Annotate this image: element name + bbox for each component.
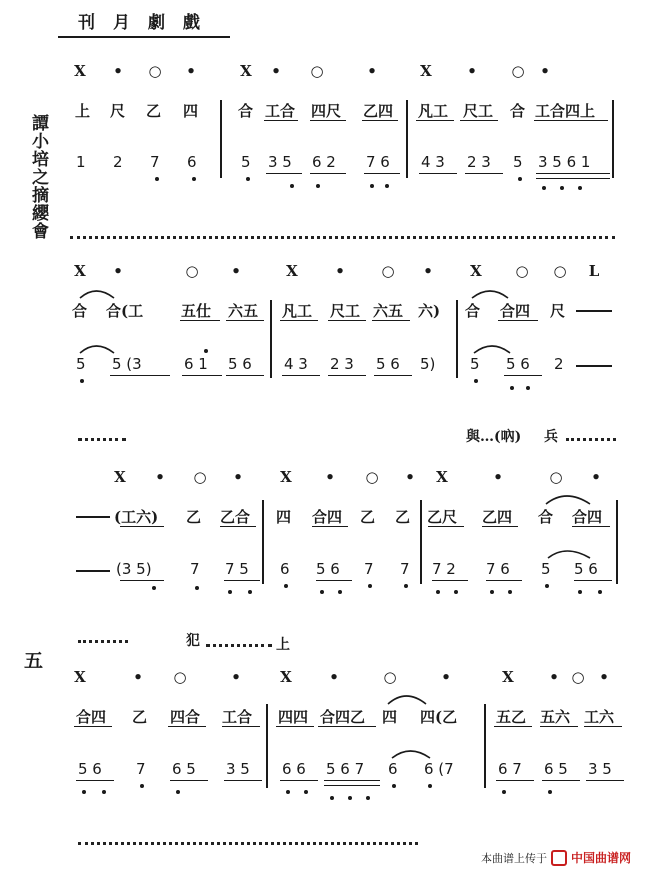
jianpu-note: 2 — [113, 153, 123, 171]
gongche-note: 六五 — [228, 302, 259, 320]
slur-arc — [80, 291, 114, 298]
beat-mark: • — [271, 62, 281, 80]
jianpu-note: (3 5) — [116, 560, 152, 578]
gongche-note: 四合 — [170, 708, 201, 726]
gongche-note: 凡工 — [418, 102, 449, 120]
beat-mark: ○ — [193, 468, 207, 486]
jianpu-note: 7 — [400, 560, 410, 578]
gongche-note: 合 — [465, 302, 481, 320]
beat-mark: X — [286, 262, 298, 280]
jianpu-note: 5 — [541, 560, 551, 578]
jianpu-note: 2 3 — [467, 153, 491, 171]
lyric-annotation: 兵 — [544, 429, 558, 445]
slur-arc — [392, 751, 430, 758]
side-label: 譚小培之摘纓會 — [28, 114, 48, 240]
beat-mark: • — [367, 62, 377, 80]
site-logo-icon — [551, 850, 567, 866]
jianpu-note: 6 5 — [544, 760, 568, 778]
gongche-note: 乙尺 — [427, 508, 458, 526]
jianpu-note: 7 — [136, 760, 146, 778]
beat-mark: X — [280, 468, 292, 486]
beat-mark: • — [423, 262, 433, 280]
jianpu-note: 3 5 — [588, 760, 612, 778]
gongche-note: 乙 — [395, 508, 411, 526]
gongche-note: 合 — [72, 302, 88, 320]
lyric-annotation: 上 — [276, 637, 290, 653]
jianpu-note: 5 — [76, 355, 86, 373]
beat-mark: • — [493, 468, 503, 486]
jianpu-note: 5 (3 — [112, 355, 142, 373]
beat-mark: • — [133, 668, 143, 686]
jianpu-note: 5 6 — [376, 355, 400, 373]
jianpu-note: 1 — [76, 153, 86, 171]
beat-mark: ○ — [310, 62, 324, 80]
gongche-note: 五仕 — [181, 302, 212, 320]
beat-mark: • — [329, 668, 339, 686]
jianpu-note: 5 6 — [506, 355, 530, 373]
beat-mark: X — [74, 62, 86, 80]
beat-mark: • — [335, 262, 345, 280]
beat-mark: ○ — [365, 468, 379, 486]
beat-mark: • — [549, 668, 559, 686]
gongche-note: 工合 — [222, 708, 253, 726]
jianpu-note: 5 6 7 — [326, 760, 365, 778]
slur-arc — [474, 346, 510, 353]
jianpu-note: 7 — [364, 560, 374, 578]
jianpu-note: 6 2 — [312, 153, 336, 171]
beat-mark: ○ — [553, 262, 567, 280]
jianpu-note: 7 2 — [432, 560, 456, 578]
gongche-note: 乙 — [186, 508, 202, 526]
slur-arc — [472, 291, 508, 298]
beat-mark: • — [155, 468, 165, 486]
jianpu-note: 2 3 — [330, 355, 354, 373]
gongche-note: 四 — [183, 102, 199, 120]
beat-mark: X — [502, 668, 514, 686]
gongche-note: 合 — [238, 102, 254, 120]
beat-mark: ○ — [148, 62, 162, 80]
gongche-note: 乙 — [132, 708, 148, 726]
gongche-note: 工合 — [265, 102, 296, 120]
jianpu-note: 5 — [241, 153, 251, 171]
jianpu-note: 7 6 — [366, 153, 390, 171]
jianpu-note: 6 5 — [172, 760, 196, 778]
beat-mark: L — [588, 262, 600, 280]
gongche-note: 尺 — [550, 302, 566, 320]
jianpu-note: 6 (7 — [424, 760, 454, 778]
beat-mark: • — [405, 468, 415, 486]
beat-mark: • — [113, 62, 123, 80]
footer-text: 本曲谱上传于 — [480, 851, 547, 865]
gongche-note: 六) — [418, 302, 441, 320]
gongche-note: 四尺 — [311, 102, 342, 120]
beat-mark: • — [233, 468, 243, 486]
gongche-note: 五六 — [540, 708, 571, 726]
jianpu-note: 5 6 — [316, 560, 340, 578]
gongche-note: 合四 — [76, 708, 107, 726]
jianpu-note: 6 7 — [498, 760, 522, 778]
gongche-note: 乙四 — [482, 508, 513, 526]
page-number: 五 — [24, 650, 44, 672]
gongche-note: 乙合 — [220, 508, 251, 526]
lyric-annotation: 犯 — [186, 633, 200, 649]
jianpu-note: 5 — [513, 153, 523, 171]
slur-arc — [80, 346, 114, 353]
gongche-note: 合 — [510, 102, 526, 120]
gongche-note: 合四乙 — [320, 708, 366, 726]
beat-mark: ○ — [185, 262, 199, 280]
jianpu-note: 5 6 — [228, 355, 252, 373]
jianpu-note: 5 — [470, 355, 480, 373]
jianpu-note: 5) — [420, 355, 436, 373]
gongche-note: 尺 — [110, 102, 126, 120]
gongche-note: 合四 — [312, 508, 343, 526]
jianpu-note: 7 5 — [225, 560, 249, 578]
jianpu-note: 6 1 — [184, 355, 208, 373]
page-header-title: 刊月劇戲 — [78, 13, 218, 33]
beat-mark: • — [591, 468, 601, 486]
beat-mark: X — [114, 468, 126, 486]
beat-mark: • — [441, 668, 451, 686]
beat-mark: • — [325, 468, 335, 486]
beat-mark: X — [74, 262, 86, 280]
beat-mark: • — [231, 668, 241, 686]
gongche-note: 乙 — [360, 508, 376, 526]
jianpu-note: 7 — [190, 560, 200, 578]
jianpu-note: 4 3 — [421, 153, 445, 171]
slur-arc — [548, 551, 590, 558]
beat-mark: ○ — [173, 668, 187, 686]
gongche-note: 合四 — [500, 302, 531, 320]
jianpu-note: 7 — [150, 153, 160, 171]
beat-mark: X — [470, 262, 482, 280]
gongche-note: 凡工 — [282, 302, 313, 320]
gongche-note: 五乙 — [496, 708, 527, 726]
gongche-note: 合 — [538, 508, 554, 526]
gongche-note: (工六) — [114, 508, 159, 526]
beat-mark: • — [540, 62, 550, 80]
gongche-note: 六五 — [373, 302, 404, 320]
beat-mark: ○ — [381, 262, 395, 280]
gongche-note: 工六 — [584, 708, 615, 726]
beat-mark: • — [186, 62, 196, 80]
gongche-note: 工合四上 — [535, 102, 596, 120]
beat-mark: ○ — [511, 62, 525, 80]
gongche-note: 尺工 — [463, 102, 494, 120]
jianpu-note: 6 6 — [282, 760, 306, 778]
jianpu-note: 5 6 — [574, 560, 598, 578]
jianpu-note: 7 6 — [486, 560, 510, 578]
footer-brand: 中国曲谱网 — [570, 851, 631, 865]
beat-mark: • — [231, 262, 241, 280]
jianpu-note: 3 5 — [268, 153, 292, 171]
beat-mark: X — [280, 668, 292, 686]
gongche-note: 合(工 — [106, 302, 144, 320]
gongche-note: 乙 — [146, 102, 162, 120]
gongche-note: 合四 — [572, 508, 603, 526]
jianpu-note: 2 — [554, 355, 564, 373]
gongche-note: 四 — [382, 708, 398, 726]
gongche-note: 尺工 — [330, 302, 361, 320]
gongche-note: 四 — [276, 508, 292, 526]
slur-arc — [546, 496, 590, 504]
beat-mark: ○ — [549, 468, 563, 486]
gongche-note: 四(乙 — [420, 708, 458, 726]
jianpu-note: 6 — [388, 760, 398, 778]
jianpu-note: 6 — [187, 153, 197, 171]
beat-mark: ○ — [383, 668, 397, 686]
beat-mark: • — [113, 262, 123, 280]
jianpu-note: 3 5 — [226, 760, 250, 778]
jianpu-note: 5 6 — [78, 760, 102, 778]
slur-arc — [388, 696, 426, 704]
beat-mark: ○ — [515, 262, 529, 280]
gongche-note: 上 — [75, 102, 91, 120]
jianpu-note: 6 — [280, 560, 290, 578]
beat-mark: X — [240, 62, 252, 80]
beat-mark: X — [436, 468, 448, 486]
beat-mark: • — [599, 668, 609, 686]
beat-mark: • — [467, 62, 477, 80]
jianpu-note: 3 5 6 1 — [538, 153, 591, 171]
beat-mark: X — [420, 62, 432, 80]
beat-mark: X — [74, 668, 86, 686]
beat-mark: ○ — [571, 668, 585, 686]
gongche-note: 乙四 — [363, 102, 394, 120]
gongche-note: 四四 — [278, 708, 309, 726]
footer-watermark — [481, 849, 631, 866]
jianpu-note: 4 3 — [284, 355, 308, 373]
lyric-annotation: 與…(吶) — [466, 429, 522, 445]
